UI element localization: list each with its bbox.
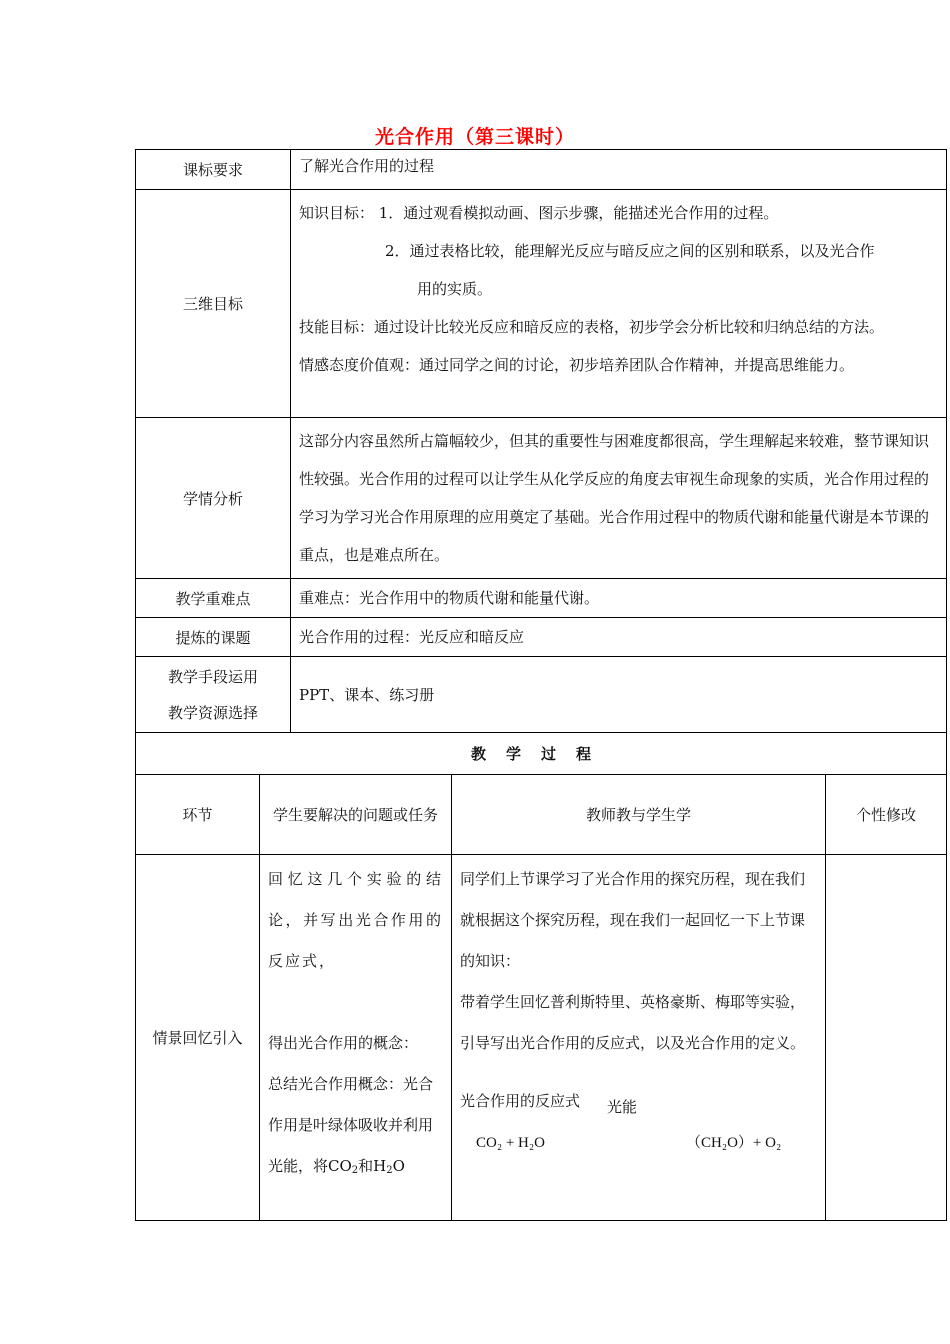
document-title: 光合作用（第三课时） xyxy=(374,126,575,148)
custom-cell xyxy=(826,855,947,1221)
task-recall: 回忆这几个实验的结论，并写出光合作用的反应式， xyxy=(268,870,443,970)
reaction-formula xyxy=(460,1086,817,1166)
standard-label: 课标要求 xyxy=(136,150,291,190)
stage-1: 情景回忆引入 xyxy=(136,855,260,1221)
tasks-cell xyxy=(260,855,452,1221)
process-heading: 教学过程 xyxy=(136,733,947,775)
goal-knowledge-2b: 用的实质。 xyxy=(417,280,493,298)
topic-label: 提炼的课题 xyxy=(136,618,291,657)
col-teach: 教师教与学生学 xyxy=(452,775,826,855)
formula-label: 光合作用的反应式 xyxy=(460,1092,581,1110)
formula-reactants: CO₂ + H₂O xyxy=(476,1135,545,1151)
teach-guide: 带着学生回忆普利斯特里、英格豪斯、梅耶等实验，引导写出光合作用的反应式，以及光合作用的定义。 xyxy=(460,993,806,1052)
lesson-plan xyxy=(135,149,946,1221)
goal-knowledge-2: 2．通过表格比较，能理解光反应与暗反应之间的区别和联系，以及光合作 xyxy=(385,242,875,260)
lesson-info-table xyxy=(135,149,947,733)
means-label xyxy=(136,657,291,733)
means-label-2: 教学资源选择 xyxy=(167,703,258,722)
task-summary: 总结光合作用概念：光合作用是叶绿体吸收并利用光能，将$CO_2$和$H_2O$ xyxy=(268,1075,434,1176)
goal-knowledge-1: 知识目标： 1．通过观看模拟动画、图示步骤，能描述光合作用的过程。 xyxy=(299,204,779,222)
task-concept: 得出光合作用的概念： xyxy=(268,1034,419,1052)
col-custom: 个性修改 xyxy=(826,775,947,855)
analysis-label: 学情分析 xyxy=(136,418,291,579)
topic-text: 光合作用的过程：光反应和暗反应 xyxy=(291,618,947,657)
col-tasks: 学生要解决的问题或任务 xyxy=(260,775,452,855)
means-text: PPT、课本、练习册 xyxy=(291,657,947,733)
analysis-text: 这部分内容虽然所占篇幅较少，但其的重要性与困难度都很高，学生理解起来较难，整节课知识性较强。光合作用的过程可以让学生从化学反应的角度去审视生命现象的实质，光合作用过程的学习为学习光合作用原理的应用奠定了基础。光合作用过程中的物质代谢和能量代谢是本节课的重点，也是难点所在。 xyxy=(291,418,947,579)
process-table xyxy=(135,732,947,1221)
goal-skill: 技能目标：通过设计比较光反应和暗反应的表格，初步学会分析比较和归纳总结的方法。 xyxy=(299,318,885,336)
goals-label: 三维目标 xyxy=(136,190,291,418)
key-label: 教学重难点 xyxy=(136,579,291,618)
goal-attitude: 情感态度价值观：通过同学之间的讨论，初步培养团队合作精神，并提高思维能力。 xyxy=(299,356,855,374)
key-text: 重难点：光合作用中的物质代谢和能量代谢。 xyxy=(291,579,947,618)
teach-intro: 同学们上节课学习了光合作用的探究历程，现在我们就根据这个探究历程，现在我们一起回忆一下上节课的知识： xyxy=(460,870,806,970)
standard-text: 了解光合作用的过程 xyxy=(291,150,947,190)
formula-products: （CH₂O）+ O₂ xyxy=(686,1135,782,1151)
formula-condition: 光能 xyxy=(607,1098,638,1116)
col-stage: 环节 xyxy=(136,775,260,855)
means-label-1: 教学手段运用 xyxy=(167,667,258,686)
goals-cell xyxy=(291,190,947,418)
teach-cell xyxy=(452,855,826,1221)
